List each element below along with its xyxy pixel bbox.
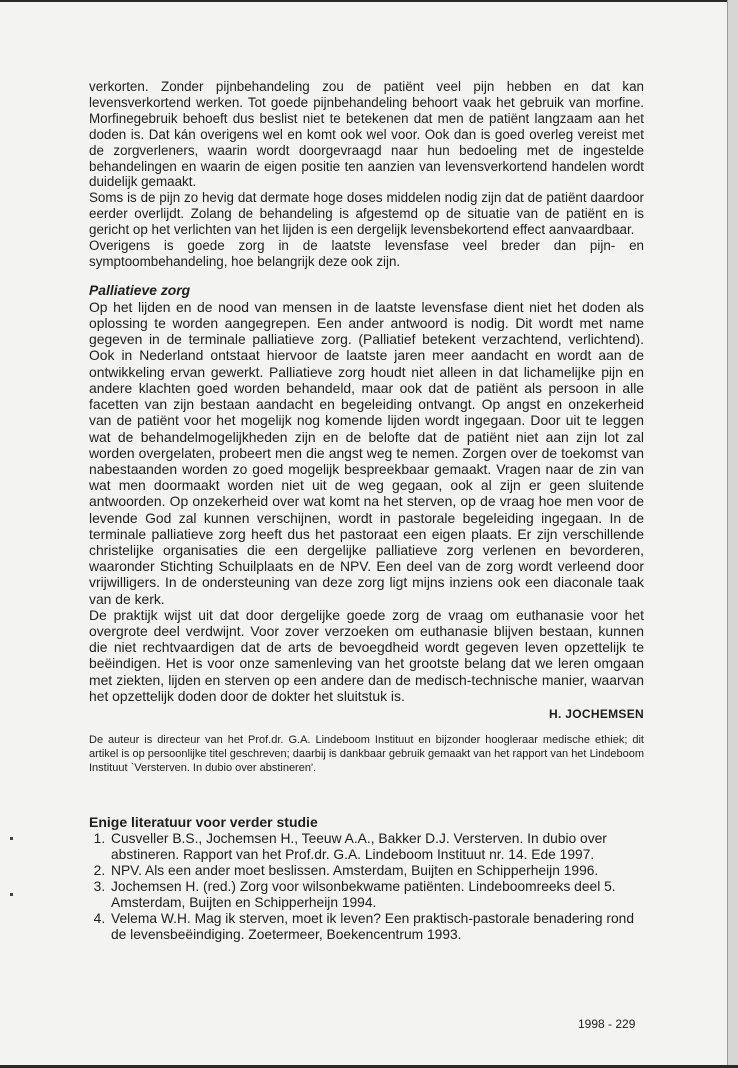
literature-item: 2. NPV. Als een ander moet beslissen. Amsterdam, Buijten en Schipperheijn 1996. xyxy=(109,863,644,879)
literature-list xyxy=(89,831,644,943)
margin-mark xyxy=(10,893,13,896)
page-right-edge xyxy=(727,0,738,1068)
author-note: De auteur is directeur van het Prof.dr. G.A. Lindeboom Instituut en bijzonder hoogleraar medische ethiek; dit artikel is op persoonlijke titel geschreven; daarbij is dankbaar gebruik gemaakt van het rapport van het Lindeboom Instituut `Versterven. In dubio over abstineren'. xyxy=(89,733,644,774)
paragraph-palliative-care: Op het lijden en de nood van mensen in de laatste levensfase dient niet het doden als oplossing te worden aangegrepen. Een ander antwoord is nodig. Dit wordt met name gegeven in de terminale palliatieve zorg. (Palliatief betekent verzachtend, verlichtend). Ook in Nederland ontstaat hiervoor de laatste jaren meer aandacht en wordt aan de ontwikkeling ervan gewerkt. Palliatieve zorg houdt niet alleen in dat lichamelijke pijn en andere klachten goed worden behandeld, maar ook dat de patiënt als persoon in alle facetten van zijn bestaan aandacht en begeleiding ontvangt. Op angst en onzekerheid van de patiënt voor het mogelijk nog komende lijden wordt ingegaan. Door uit te leggen wat de behandelmogelijkheden zijn en de belofte dat de patiënt niet aan zijn lot zal worden overgelaten, probeert men die angst weg te nemen. Zorgen over de toekomst van nabestaanden worden zo goed mogelijk bespreekbaar gemaakt. Vragen naar de zin van wat men doormaakt worden niet uit de weg gegaan, ook al zijn er geen sluitende antwoorden. Op onzekerheid over wat komt na het sterven, op de vraag hoe men voor de levende God zal kunnen verschijnen, wordt in pastorale begeleiding ingegaan. In de terminale palliatieve zorg heeft dus het pastoraat een eigen plaats. Er zijn verschillende christelijke organisaties die een dergelijke palliatieve zorg verlenen en bevorderen, waaronder Stichting Schuilplaats en de NPV. Een deel van de zorg wordt verleend door vrijwilligers. In de ondersteuning van deze zorg ligt mijns inziens ook een diaconale taak van de kerk. xyxy=(89,298,644,607)
literature-item: 4. Velema W.H. Mag ik sterven, moet ik leven? Een praktisch-pastorale benadering rond de levensbeëindiging. Zoetermeer, Boekencentrum 1993. xyxy=(109,911,644,943)
page-top-edge xyxy=(0,0,738,2)
page-number: 1998 - 229 xyxy=(578,1017,636,1031)
paragraph-practice: De praktijk wijst uit dat door dergelijke goede zorg de vraag om euthanasie voor het overgrote deel verdwijnt. Voor zover verzoeken om euthanasie blijven bestaan, kunnen die niet rechtvaardigen dat de arts de bevoegdheid wordt gegeven leven opzettelijk te beëindigen. Het is voor onze samenleving van het grootste belang dat we leren omgaan met ziekten, lijden en sterven op een andere dan de medisch-technische manier, waarvan het opzettelijk doden door de dokter het sluitstuk is. xyxy=(89,606,644,704)
paragraph-pain-doses: Soms is de pijn zo hevig dat dermate hoge doses middelen nodig zijn dat de patiënt daardoor eerder overlijdt. Zolang de behandeling is afgestemd op de situatie van de patiënt en is gericht op het verlichten van het lijden is een dergelijk levensbekortend effect aanvaardbaar. xyxy=(89,190,644,238)
article-content xyxy=(89,79,644,943)
literature-item: 1. Cusveller B.S., Jochemsen H., Teeuw A.A., Bakker D.J. Versterven. In dubio over abstineren. Rapport van het Prof.dr. G.A. Lindeboom Instituut nr. 14. Ede 1997. xyxy=(109,831,644,863)
section-heading-palliative-care: Palliatieve zorg xyxy=(89,281,191,298)
literature-item: 3. Jochemsen H. (red.) Zorg voor wilsonbekwame patiënten. Lindeboomreeks deel 5. Amsterdam, Buijten en Schipperheijn 1994. xyxy=(109,879,644,911)
literature-heading: Enige literatuur voor verder studie xyxy=(89,814,318,831)
paragraph-broader-care: Overigens is goede zorg in de laatste levensfase veel breder dan pijn- en symptoombehandeling, hoe belangrijk deze ook zijn. xyxy=(89,238,644,269)
paragraph-morphine: verkorten. Zonder pijnbehandeling zou de patiënt veel pijn hebben en dat kan levensverkortend werken. Tot goede pijnbehandeling behoort vaak het gebruik van morfine. Morfinegebruik behoeft dus beslist niet te betekenen dat men de patiënt langzaam aan het doden is. Dat kán overigens wel en komt ook wel voor. Ook dan is goed overleg vereist met de zorgverleners, waarin wordt doorgevraagd naar hun bedoeling met de ingestelde behandelingen en waarin de eigen positie ten aanzien van levensverkortend handelen wordt duidelijk gemaakt. xyxy=(89,79,644,190)
author-signature: H. JOCHEMSEN xyxy=(549,706,644,721)
margin-mark xyxy=(10,837,13,840)
